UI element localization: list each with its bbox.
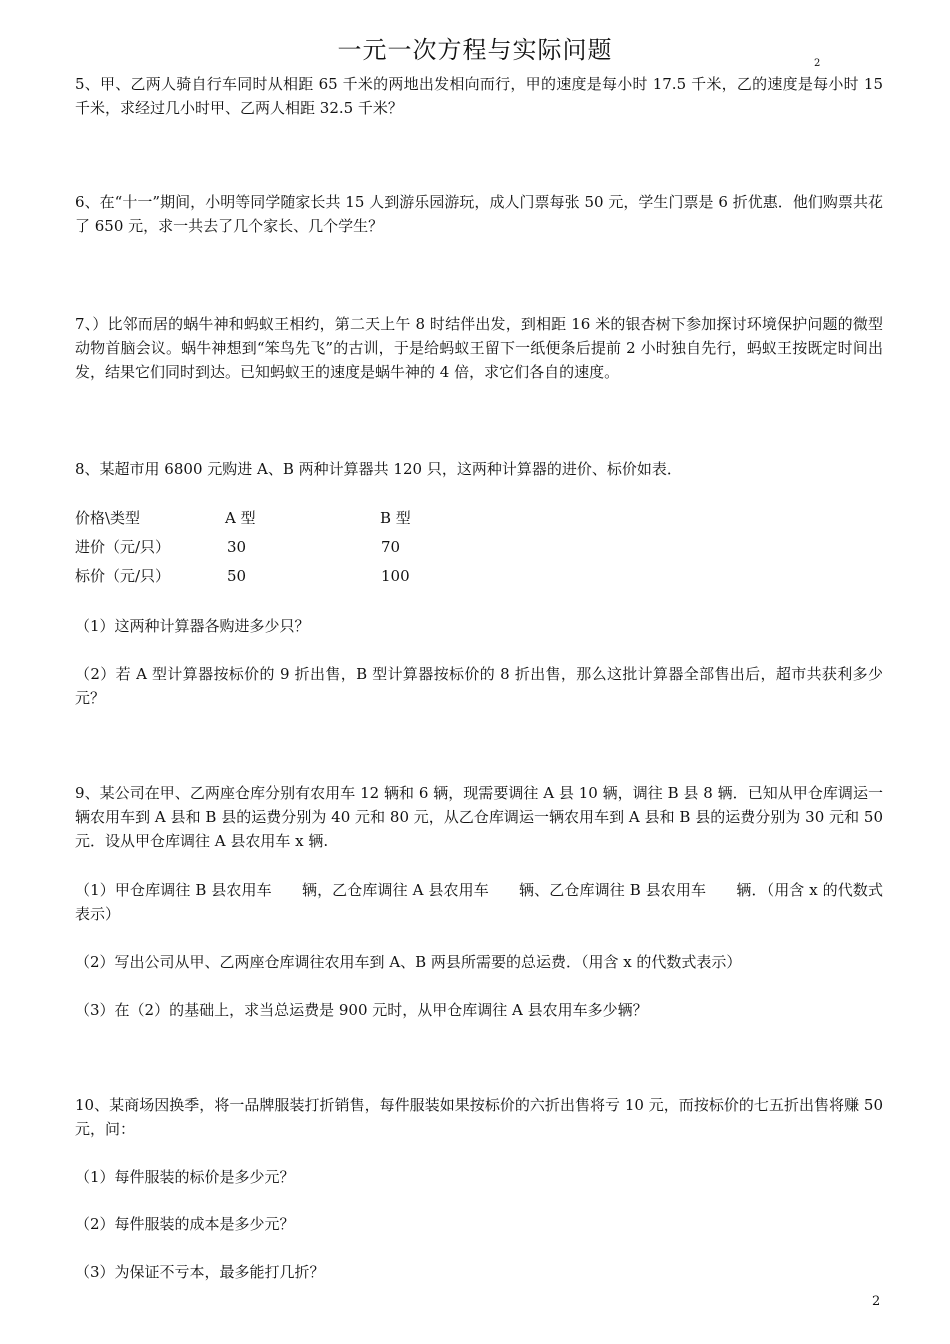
table-cell: 50 xyxy=(227,567,247,585)
table-cell: 70 xyxy=(381,538,401,556)
question-10-sub3: （3）为保证不亏本，最多能打几折？ xyxy=(75,1263,325,1281)
question-10-stem: 10、某商场因换季，将一品牌服装打折销售，每件服装如果按标价的六折出售将亏 10 元，而按标价的七五折出售将赚 50 元，问： xyxy=(75,1096,883,1138)
question-9-sub1: （1）甲仓库调往 B 县农用车 辆，乙仓库调往 A 县农用车 辆、乙仓库调往 B 县农用车 辆．（用含 x 的代数式表示） xyxy=(75,881,883,923)
question-8-stem: 8、某超市用 6800 元购进 A、B 两种计算器共 120 只，这两种计算器的进价、标价如表． xyxy=(75,460,682,478)
table-cell: 进价（元/只） xyxy=(75,538,171,556)
table-header-cell: B 型 xyxy=(380,509,411,527)
question-9-sub3: （3）在（2）的基础上，求当总运费是 900 元时，从甲仓库调往 A 县农用车多少辆？ xyxy=(75,1001,648,1019)
question-6: 6、在“十一”期间，小明等同学随家长共 15 人到游乐园游玩，成人门票每张 50 元，学生门票是 6 折优惠．他们购票共花了 650 元，求一共去了几个家长、几个学生？ xyxy=(75,193,883,235)
page-number-bottom: 2 xyxy=(872,1294,881,1309)
table-header-cell: 价格\类型 xyxy=(75,509,141,527)
question-8-sub2: （2）若 A 型计算器按标价的 9 折出售，B 型计算器按标价的 8 折出售，那么这批计算器全部售出后，超市共获利多少元？ xyxy=(75,665,883,707)
table-cell: 30 xyxy=(227,538,247,556)
question-7: 7、）比邻而居的蜗牛神和蚂蚁王相约，第二天上午 8 时结伴出发，到相距 16 米的银杏树下参加探讨环境保护问题的微型动物首脑会议。蜗牛神想到“笨鸟先飞”的古训，于是给蚂蚁王留下一纸便条后提前 2 小时独自先行，蚂蚁王按既定时间出发，结果它们同时到达。已知蚂蚁王的速度是蜗牛神的 4 倍，求它们各自的速度。 xyxy=(75,315,883,381)
question-10-sub2: （2）每件服装的成本是多少元？ xyxy=(75,1215,295,1233)
table-header-cell: A 型 xyxy=(225,509,256,527)
question-8-sub1: （1）这两种计算器各购进多少只？ xyxy=(75,617,310,635)
table-cell: 100 xyxy=(381,567,410,585)
question-10-sub1: （1）每件服装的标价是多少元？ xyxy=(75,1168,295,1186)
table-cell: 标价（元/只） xyxy=(75,567,171,585)
page-number-top: 2 xyxy=(814,58,821,69)
question-9-sub2: （2）写出公司从甲、乙两座仓库调往农用车到 A、B 两县所需要的总运费．（用含 x 的代数式表示） xyxy=(75,953,742,971)
question-9-stem: 9、某公司在甲、乙两座仓库分别有农用车 12 辆和 6 辆，现需要调往 A 县 10 辆，调往 B 县 8 辆．已知从甲仓库调运一辆农用车到 A 县和 B 县的运费分别为 40 元和 80 元，从乙仓库调运一辆农用车到 A 县和 B 县的运费分别为 30 元和 50 元．设从甲仓库调往 A 县农用车 x 辆. xyxy=(75,784,883,850)
question-5: 5、甲、乙两人骑自行车同时从相距 65 千米的两地出发相向而行，甲的速度是每小时 17.5 千米，乙的速度是每小时 15 千米，求经过几小时甲、乙两人相距 32.5 千米？ xyxy=(75,75,883,117)
document-title: 一元一次方程与实际问题 xyxy=(337,36,613,64)
